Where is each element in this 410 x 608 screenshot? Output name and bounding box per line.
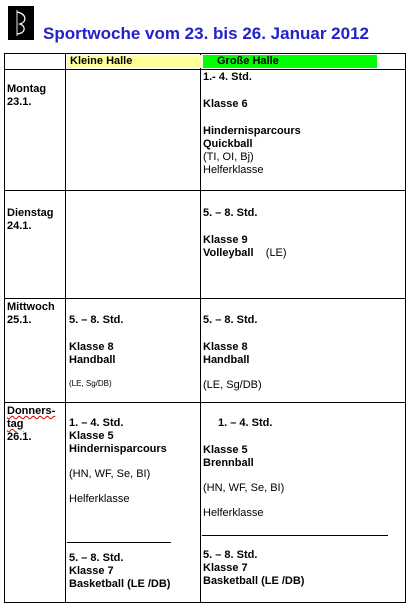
helper-class: Helferklasse	[203, 507, 264, 519]
donnerstag-kleine-cell	[69, 417, 167, 506]
slot-separator-grosse	[202, 535, 388, 536]
teachers: (LE, Sg/DB)	[203, 379, 262, 391]
day-name: Mittwoch	[7, 301, 55, 313]
day-cell-montag	[7, 83, 46, 109]
day-name: Dienstag	[7, 207, 54, 219]
school-logo	[8, 6, 34, 40]
day-cell-mittwoch	[7, 301, 55, 327]
header-grosse-halle: Große Halle	[203, 55, 377, 68]
logo-mark-icon	[8, 6, 34, 40]
day-date: 23.1.	[7, 96, 32, 108]
class-label: Klasse 5	[203, 444, 248, 456]
page-title: Sportwoche vom 23. bis 26. Januar 2012	[43, 24, 369, 43]
activity: Handball	[203, 354, 250, 366]
activity: Handball	[69, 354, 116, 366]
time-slot: 5. – 8. Std.	[69, 552, 124, 564]
row-divider-1	[5, 190, 405, 191]
col-divider-1	[65, 54, 66, 602]
class-label: Klasse 7	[203, 562, 248, 574]
teachers: (HN, WF, Se, BI)	[69, 468, 151, 480]
time-slot: 5. – 8. Std.	[203, 314, 258, 326]
activity: Volleyball	[203, 247, 254, 259]
header-kleine-halle: Kleine Halle	[67, 55, 201, 68]
time-slot: 5. – 8. Std.	[203, 549, 258, 561]
day-date: 24.1.	[7, 220, 32, 232]
helper-class: Helferklasse	[69, 493, 130, 505]
mittwoch-kleine-cell	[69, 314, 123, 390]
teachers: (TI, OI, Bj)	[203, 151, 254, 163]
montag-grosse-cell	[203, 71, 301, 177]
activity: Brennball	[203, 457, 254, 469]
time-slot: 5. – 8. Std.	[203, 207, 258, 219]
mittwoch-grosse-cell	[203, 314, 262, 392]
slot-separator-kleine	[67, 542, 171, 543]
helper-class: Helferklasse	[203, 164, 264, 176]
day-name-cont: tag	[7, 418, 24, 430]
teachers: (HN, WF, Se, BI)	[203, 482, 285, 494]
activity: Basketball (LE /DB)	[69, 578, 171, 590]
activity: Hindernisparcours	[203, 125, 301, 137]
row-divider-3	[5, 402, 405, 403]
schedule-table	[4, 53, 406, 603]
day-name: Donners-	[7, 405, 56, 417]
class-label: Klasse 7	[69, 565, 114, 577]
activity: Basketball (LE /DB)	[203, 575, 305, 587]
time-slot: 1. – 4. Std.	[69, 417, 124, 429]
teachers: (LE)	[265, 247, 287, 259]
donnerstag-grosse-cell	[203, 417, 284, 520]
day-date: 25.1.	[7, 314, 32, 326]
time-slot: 1. – 4. Std.	[218, 417, 273, 429]
class-label: Klasse 8	[69, 341, 114, 353]
day-name: Montag	[7, 83, 47, 95]
donnerstag-kleine-cell-2	[69, 552, 170, 591]
activity: Hindernisparcours	[69, 443, 167, 455]
row-divider-2	[5, 298, 405, 299]
donnerstag-grosse-cell-2	[203, 549, 304, 588]
dienstag-grosse-cell	[203, 207, 287, 260]
time-slot: 1.- 4. Std.	[203, 71, 252, 83]
day-cell-dienstag	[7, 207, 53, 233]
class-label: Klasse 5	[69, 430, 114, 442]
time-slot: 5. – 8. Std.	[69, 314, 124, 326]
header-row-divider	[5, 69, 405, 70]
day-cell-donnerstag	[7, 405, 55, 444]
class-label: Klasse 9	[203, 234, 248, 246]
teachers: (LE, Sg/DB)	[69, 379, 112, 388]
class-label: Klasse 8	[203, 341, 248, 353]
col-divider-2	[200, 54, 201, 602]
activity: Quickball	[203, 138, 253, 150]
class-label: Klasse 6	[203, 98, 248, 110]
day-date: 26.1.	[7, 431, 32, 443]
